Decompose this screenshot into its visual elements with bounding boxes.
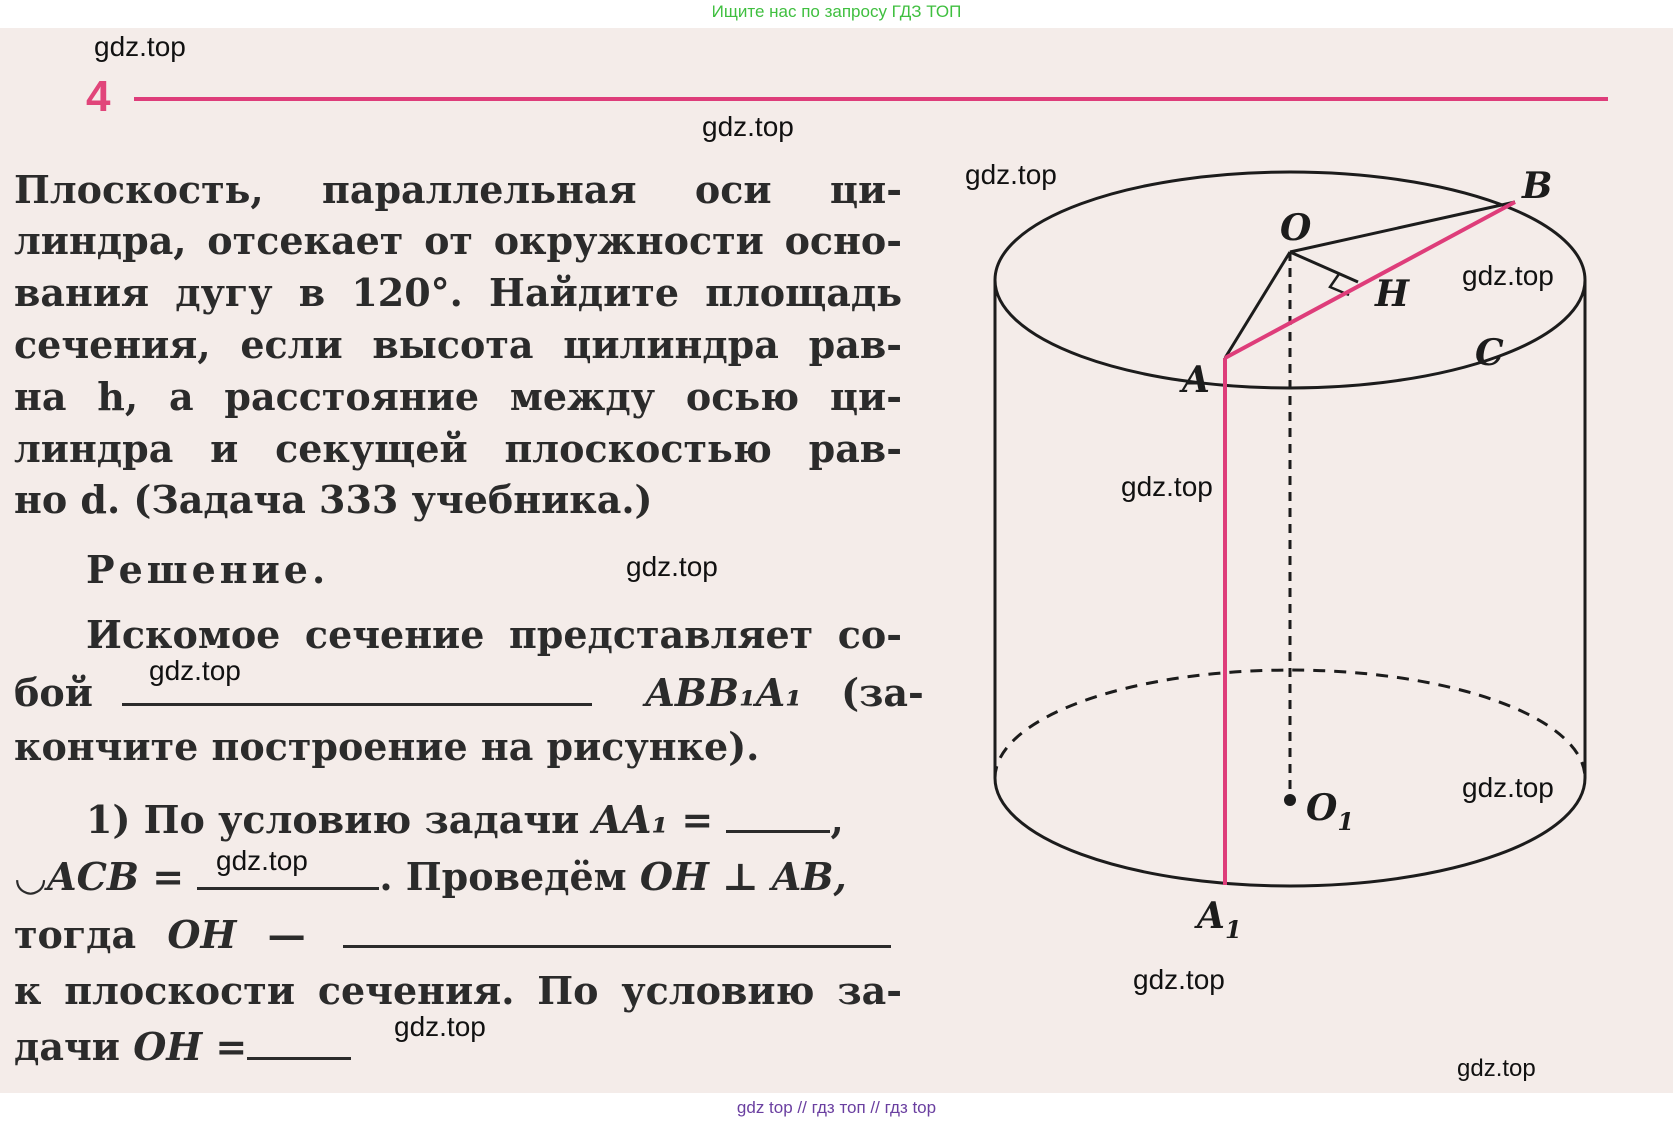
label-o: O xyxy=(1280,207,1312,249)
oh-label: OH xyxy=(167,912,237,957)
solution-step-1 xyxy=(86,795,974,845)
watermark: gdz.top xyxy=(626,551,718,582)
task-number: 4 xyxy=(86,72,111,121)
header-rule xyxy=(134,97,1608,101)
task-line-4: сечения, если высота цилиндра рав- xyxy=(14,322,902,367)
task-line-5: на h, а расстояние между осью ци- xyxy=(14,374,902,419)
solution-line-7: к плоскости сечения. По условию за- xyxy=(14,968,902,1013)
label-o1-main: O xyxy=(1306,787,1338,829)
label-c: C xyxy=(1475,332,1504,374)
solution-line-1: Искомое сечение представляет со- xyxy=(86,612,902,657)
label-h: H xyxy=(1375,273,1410,315)
watermark: gdz.top xyxy=(1462,260,1554,291)
watermark: gdz.top xyxy=(965,159,1057,190)
bottom-banner[interactable]: gdz top // гдз топ // гдз top xyxy=(736,1098,937,1117)
task-line-3: вания дугу в 120°. Найдите площадь xyxy=(14,270,902,315)
watermark: gdz.top xyxy=(1457,1055,1536,1082)
watermark: gdz.top xyxy=(702,111,794,142)
solution-heading: Решение. xyxy=(86,547,330,592)
task-text: дачи xyxy=(14,1024,120,1069)
task-line-7: но d. (Задача 333 учебника.) xyxy=(14,477,653,522)
solution-line-2-start: бой xyxy=(14,670,93,715)
step-1-formula: AA₁ = xyxy=(592,797,714,842)
solution-line-2-end: (за- xyxy=(841,670,924,715)
watermark: gdz.top xyxy=(94,31,186,62)
watermark: gdz.top xyxy=(1121,471,1213,502)
solution-line-5 xyxy=(14,852,902,902)
watermark: gdz.top xyxy=(149,655,241,686)
step-1-comma: , xyxy=(830,797,844,842)
section-name: ABB₁A₁ xyxy=(645,670,802,715)
task-line-1: Плоскость, параллельная оси ци- xyxy=(14,167,902,212)
oh-equals: OH = xyxy=(133,1024,248,1069)
oh-perp-ab: OH ⊥ AB, xyxy=(639,854,847,899)
watermark: gdz.top xyxy=(216,845,308,876)
watermark: gdz.top xyxy=(394,1011,486,1042)
solution-line-6 xyxy=(14,910,902,960)
label-o1 xyxy=(1306,787,1354,836)
solution-line-2 xyxy=(14,668,924,718)
label-a1 xyxy=(1194,895,1242,944)
label-a: A xyxy=(1182,359,1210,401)
then-text: тогда xyxy=(14,912,137,957)
label-a1-main: A xyxy=(1197,895,1225,937)
arc-formula: ◡ACB = xyxy=(14,854,185,899)
label-a1-sub: 1 xyxy=(1224,915,1242,944)
task-line-6: линдра и секущей плоскостью рав- xyxy=(14,426,902,471)
label-b: B xyxy=(1522,170,1553,207)
dash-text: — xyxy=(267,912,306,957)
answer-blank-oh-value[interactable] xyxy=(247,1025,351,1060)
segment-oh xyxy=(1290,252,1358,282)
watermark: gdz.top xyxy=(1462,772,1554,803)
answer-blank-oh-property[interactable] xyxy=(343,913,891,948)
label-o1-sub: 1 xyxy=(1337,807,1355,836)
segment-ob xyxy=(1290,202,1515,252)
solution-line-3: кончите построение на рисунке). xyxy=(14,724,760,769)
watermark: gdz.top xyxy=(1133,964,1225,995)
answer-blank-aa1[interactable] xyxy=(726,798,830,833)
top-banner[interactable]: Ищите нас по запросу ГДЗ ТОП xyxy=(711,2,962,21)
point-o1 xyxy=(1284,794,1296,806)
step-1-text: 1) По условию задачи xyxy=(86,797,580,842)
draw-oh-text: . Проведём xyxy=(379,854,627,899)
task-line-2: линдра, отсекает от окружности осно- xyxy=(14,218,902,263)
